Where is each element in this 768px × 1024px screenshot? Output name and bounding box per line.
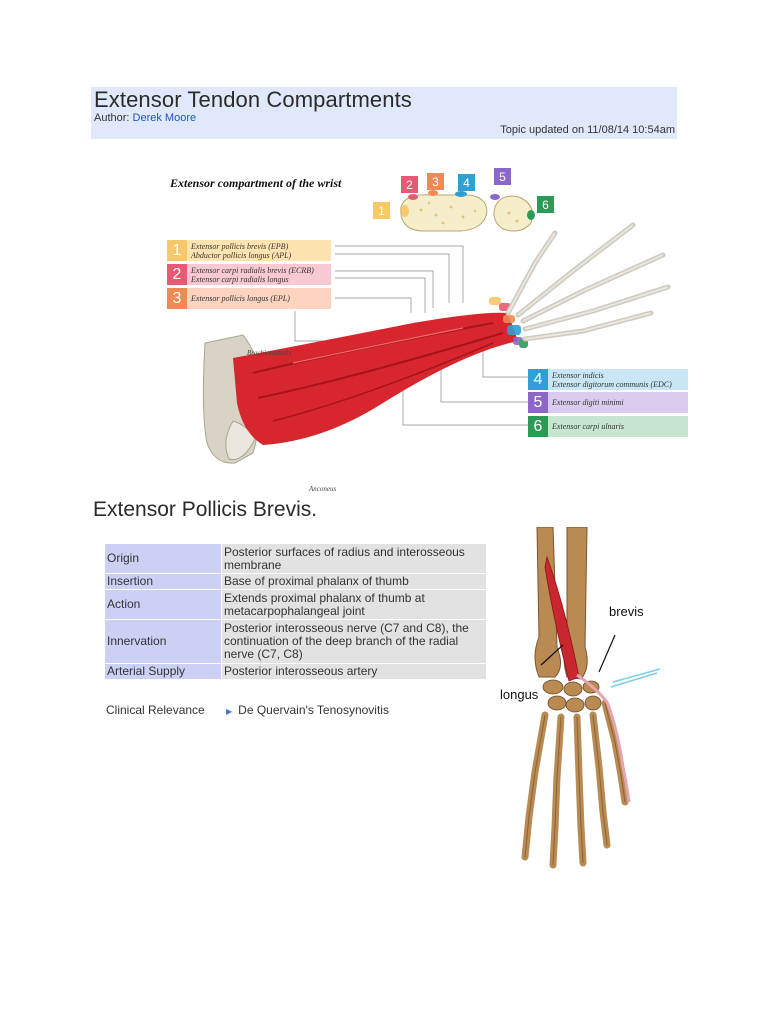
cross-section-number: 2 bbox=[401, 176, 418, 193]
compartment-label-1 bbox=[167, 240, 331, 261]
compartment-text: Extensor digiti minimi bbox=[552, 398, 624, 407]
compartment-number: 1 bbox=[167, 240, 187, 261]
page-title: Extensor Tendon Compartments bbox=[94, 87, 412, 112]
cross-section-number: 4 bbox=[458, 174, 475, 191]
compartment-line: Extensor digitorum communis (EDC) bbox=[552, 380, 672, 389]
cross-section-number: 6 bbox=[537, 196, 554, 213]
triangle-bullet-icon: ▶ bbox=[226, 707, 233, 716]
muscle-info-table bbox=[104, 543, 487, 680]
clinical-link-text[interactable]: De Quervain's Tenosynovitis bbox=[238, 703, 389, 717]
compartment-label-6 bbox=[528, 416, 688, 437]
row-key: Insertion bbox=[105, 574, 221, 589]
row-key: Innervation bbox=[105, 620, 221, 663]
table-row bbox=[105, 620, 486, 663]
compartment-number: 2 bbox=[167, 264, 187, 285]
row-key: Action bbox=[105, 590, 221, 619]
compartment-line: Extensor indicis bbox=[552, 371, 604, 380]
compartment-number: 4 bbox=[528, 369, 548, 390]
compartment-label-5 bbox=[528, 392, 688, 413]
author-line bbox=[94, 112, 196, 124]
compartment-label-2 bbox=[167, 264, 331, 285]
compartment-text: Extensor pollicis longus (EPL) bbox=[191, 294, 290, 303]
compartment-text bbox=[191, 242, 329, 260]
clinical-relevance-item[interactable] bbox=[226, 703, 389, 717]
compartment-line: Extensor pollicis brevis (EPB) bbox=[191, 242, 289, 251]
compartment-number: 5 bbox=[528, 392, 548, 413]
row-value: Posterior interosseous nerve (C7 and C8), the continuation of the deep branch of the radial nerve (C7, C8) bbox=[222, 620, 486, 663]
row-key: Origin bbox=[105, 544, 221, 573]
compartment-number: 3 bbox=[167, 288, 187, 309]
page-header bbox=[91, 87, 677, 139]
table-row bbox=[105, 590, 486, 619]
hand-bone-figure bbox=[495, 527, 670, 872]
cross-section-number: 3 bbox=[427, 173, 444, 190]
figure-title: Extensor compartment of the wrist bbox=[170, 176, 342, 190]
compartment-line: Extensor carpi radialis brevis (ECRB) bbox=[191, 266, 314, 275]
compartment-text bbox=[552, 371, 686, 389]
table-row bbox=[105, 544, 486, 573]
updated-timestamp: Topic updated on 11/08/14 10:54am bbox=[500, 124, 675, 136]
author-prefix: Author: bbox=[94, 112, 133, 124]
section-title: Extensor Pollicis Brevis. bbox=[93, 498, 318, 521]
row-value: Posterior surfaces of radius and interosseous membrane bbox=[222, 544, 486, 573]
cross-section-number: 5 bbox=[494, 168, 511, 185]
cross-section-number: 1 bbox=[373, 202, 390, 219]
row-value: Base of proximal phalanx of thumb bbox=[222, 574, 486, 589]
compartment-text: Extensor carpi ulnaris bbox=[552, 422, 624, 431]
table-row bbox=[105, 574, 486, 589]
compartment-line: Extensor carpi radialis longus bbox=[191, 275, 289, 284]
compartment-label-3 bbox=[167, 288, 331, 309]
longus-label: longus bbox=[500, 687, 539, 702]
compartment-text bbox=[191, 266, 329, 284]
table-row bbox=[105, 664, 486, 679]
clinical-relevance-label: Clinical Relevance bbox=[106, 703, 205, 717]
forearm-illustration bbox=[163, 163, 693, 498]
anconeus-label: Anconeus bbox=[309, 485, 337, 493]
brachioradialis-label: Brachioradialis bbox=[247, 349, 292, 357]
row-key: Arterial Supply bbox=[105, 664, 221, 679]
author-link[interactable]: Derek Moore bbox=[132, 112, 197, 124]
compartment-label-4 bbox=[528, 369, 688, 390]
row-value: Posterior interosseous artery bbox=[222, 664, 486, 679]
row-value: Extends proximal phalanx of thumb at metacarpophalangeal joint bbox=[222, 590, 486, 619]
compartment-line: Abductor pollicis longus (APL) bbox=[191, 251, 292, 260]
wrist-compartments-figure bbox=[163, 163, 693, 498]
brevis-label: brevis bbox=[609, 604, 644, 619]
compartment-number: 6 bbox=[528, 416, 548, 437]
